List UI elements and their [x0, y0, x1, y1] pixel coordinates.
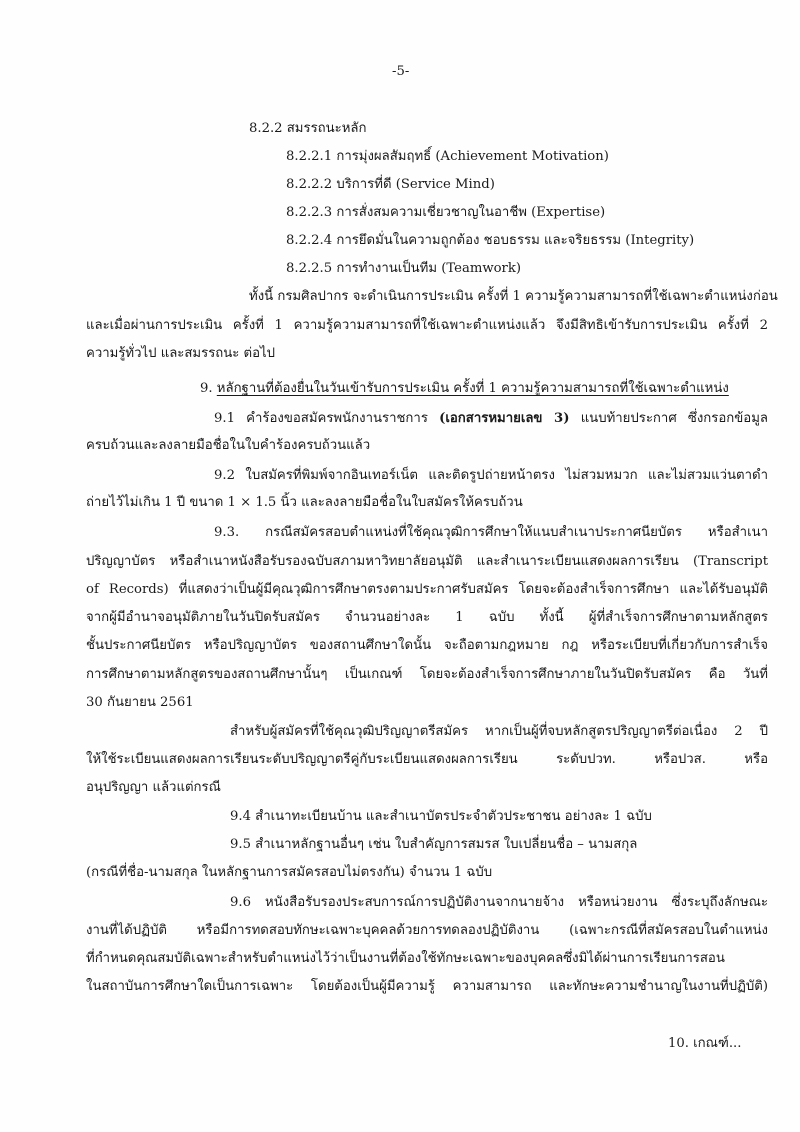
- item-9-3-line: ปริญญาบัตร หรือสำเนาหนังสือรับรองฉบับสภามหาวิทยาลัยอนุมัติ และสำเนาระเบียนแสดงผลการเรียน (Transcript: [86, 554, 768, 569]
- page-continuation: 10. เกณฑ์...: [668, 1036, 742, 1051]
- competency-item: 8.2.2.1 การมุ่งผลสัมฤทธิ์ (Achievement Motivation): [286, 149, 609, 164]
- item-9-1-suffix: แนบท้ายประกาศ ซึ่งกรอกข้อมูล: [580, 411, 768, 426]
- section-9-heading: [200, 380, 729, 398]
- section-9-title: หลักฐานที่ต้องยื่นในวันเข้ารับการประเมิน ครั้งที่ 1 ความรู้ความสามารถที่ใช้เฉพาะตำแหน่ง: [216, 381, 729, 396]
- item-9-6-line: ที่กำหนดคุณสมบัติเฉพาะสำหรับตำแหน่งไว้ว่าเป็นงานที่ต้องใช้ทักษะเฉพาะของบุคคลซึ่งมิได้ผ่านการเรียนการสอน: [86, 951, 725, 966]
- competency-item: 8.2.2.5 การทำงานเป็นทีม (Teamwork): [286, 261, 521, 276]
- section-822-heading: 8.2.2 สมรรถนะหลัก: [249, 121, 367, 136]
- item-9-2-line: 9.2 ใบสมัครที่พิมพ์จากอินเทอร์เน็ต และติดรูปถ่ายหน้าตรง ไม่สวมหมวก และไม่สวมแว่นตาดำ: [214, 468, 768, 483]
- item-9-4: 9.4 สำเนาทะเบียนบ้าน และสำเนาบัตรประจำตัวประชาชน อย่างละ 1 ฉบับ: [230, 809, 652, 824]
- item-9-3-continuation: อนุปริญญา แล้วแต่กรณี: [86, 780, 221, 795]
- item-9-3-line: จากผู้มีอำนาจอนุมัติภายในวันปิดรับสมัคร จำนวนอย่างละ 1 ฉบับ ทั้งนี้ ผู้ที่สำเร็จการศึกษาตามหลักสูตร: [86, 610, 768, 625]
- page-number: -5-: [392, 64, 410, 79]
- item-9-1-doc-number: (เอกสารหมายเลข 3): [439, 411, 570, 426]
- competency-item: 8.2.2.2 บริการที่ดี (Service Mind): [286, 177, 495, 192]
- item-9-3-line: 9.3. กรณีสมัครสอบตำแหน่งที่ใช้คุณวุฒิการศึกษาให้แนบสำเนาประกาศนียบัตร หรือสำเนา: [214, 525, 768, 540]
- item-9-5-line: 9.5 สำเนาหลักฐานอื่นๆ เช่น ใบสำคัญการสมรส ใบเปลี่ยนชื่อ – นามสกุล: [230, 837, 638, 852]
- item-9-2-line: ถ่ายไว้ไม่เกิน 1 ปี ขนาด 1 × 1.5 นิ้ว และลงลายมือชื่อในใบสมัครให้ครบถ้วน: [86, 495, 523, 510]
- item-9-6-line: 9.6 หนังสือรับรองประสบการณ์การปฏิบัติงานจากนายจ้าง หรือหน่วยงาน ซึ่งระบุถึงลักษณะ: [230, 895, 768, 910]
- section-822-note: ความรู้ทั่วไป และสมรรถนะ ต่อไป: [86, 346, 276, 361]
- section-9-number: 9.: [200, 381, 213, 396]
- item-9-1-prefix: 9.1 คำร้องขอสมัครพนักงานราชการ: [214, 411, 428, 426]
- section-822-note: และเมื่อผ่านการประเมิน ครั้งที่ 1 ความรู้ความสามารถที่ใช้เฉพาะตำแหน่งแล้ว จึงมีสิทธิเข้ารับการประเมิน ครั้งที่ 2: [86, 318, 768, 333]
- item-9-3-continuation: สำหรับผู้สมัครที่ใช้คุณวุฒิปริญญาตรีสมัคร หากเป็นผู้ที่จบหลักสูตรปริญญาตรีต่อเนื่อง 2 ปี: [230, 724, 768, 739]
- item-9-3-line: of Records) ที่แสดงว่าเป็นผู้มีคุณวุฒิการศึกษาตรงตามประกาศรับสมัคร โดยจะต้องสำเร็จการศึกษา และได้รับอนุมัติ: [86, 582, 768, 597]
- item-9-3-line: การศึกษาตามหลักสูตรของสถานศึกษานั้นๆ เป็นเกณฑ์ โดยจะต้องสำเร็จการศึกษาภายในวันปิดรับสมัคร คือ วันที่: [86, 667, 768, 682]
- competency-item: 8.2.2.3 การสั่งสมความเชี่ยวชาญในอาชีพ (Expertise): [286, 205, 606, 220]
- item-9-5-line: (กรณีที่ชื่อ-นามสกุล ในหลักฐานการสมัครสอบไม่ตรงกัน) จำนวน 1 ฉบับ: [86, 865, 493, 880]
- section-822-note: ทั้งนี้ กรมศิลปากร จะดำเนินการประเมิน ครั้งที่ 1 ความรู้ความสามารถที่ใช้เฉพาะตำแหน่งก่อน: [249, 289, 778, 304]
- item-9-3-line: ชั้นประกาศนียบัตร หรือปริญญาบัตร ของสถานศึกษาใดนั้น จะถือตามกฎหมาย กฎ หรือระเบียบที่เกี่ยวกับการสำเร็จ: [86, 638, 768, 653]
- item-9-6-line: งานที่ได้ปฏิบัติ หรือมีการทดสอบทักษะเฉพาะบุคคลด้วยการทดลองปฏิบัติงาน (เฉพาะกรณีที่สมัครสอบในตำแหน่ง: [86, 923, 768, 938]
- item-9-1-line: ครบถ้วนและลงลายมือชื่อในใบคำร้องครบถ้วนแล้ว: [86, 438, 371, 453]
- item-9-3-continuation: ให้ใช้ระเบียนแสดงผลการเรียนระดับปริญญาตรีคู่กับระเบียนแสดงผลการเรียน ระดับปวท. หรือปวส. หรือ: [86, 752, 768, 767]
- competency-item: 8.2.2.4 การยึดมั่นในความถูกต้อง ชอบธรรม และจริยธรรม (Integrity): [286, 233, 695, 248]
- item-9-3-line: 30 กันยายน 2561: [86, 695, 194, 710]
- item-9-6-line: ในสถาบันการศึกษาใดเป็นการเฉพาะ โดยต้องเป็นผู้มีความรู้ ความสามารถ และทักษะความชำนาญในงานที่ปฏิบัติ): [86, 979, 768, 994]
- item-9-1: [214, 410, 768, 428]
